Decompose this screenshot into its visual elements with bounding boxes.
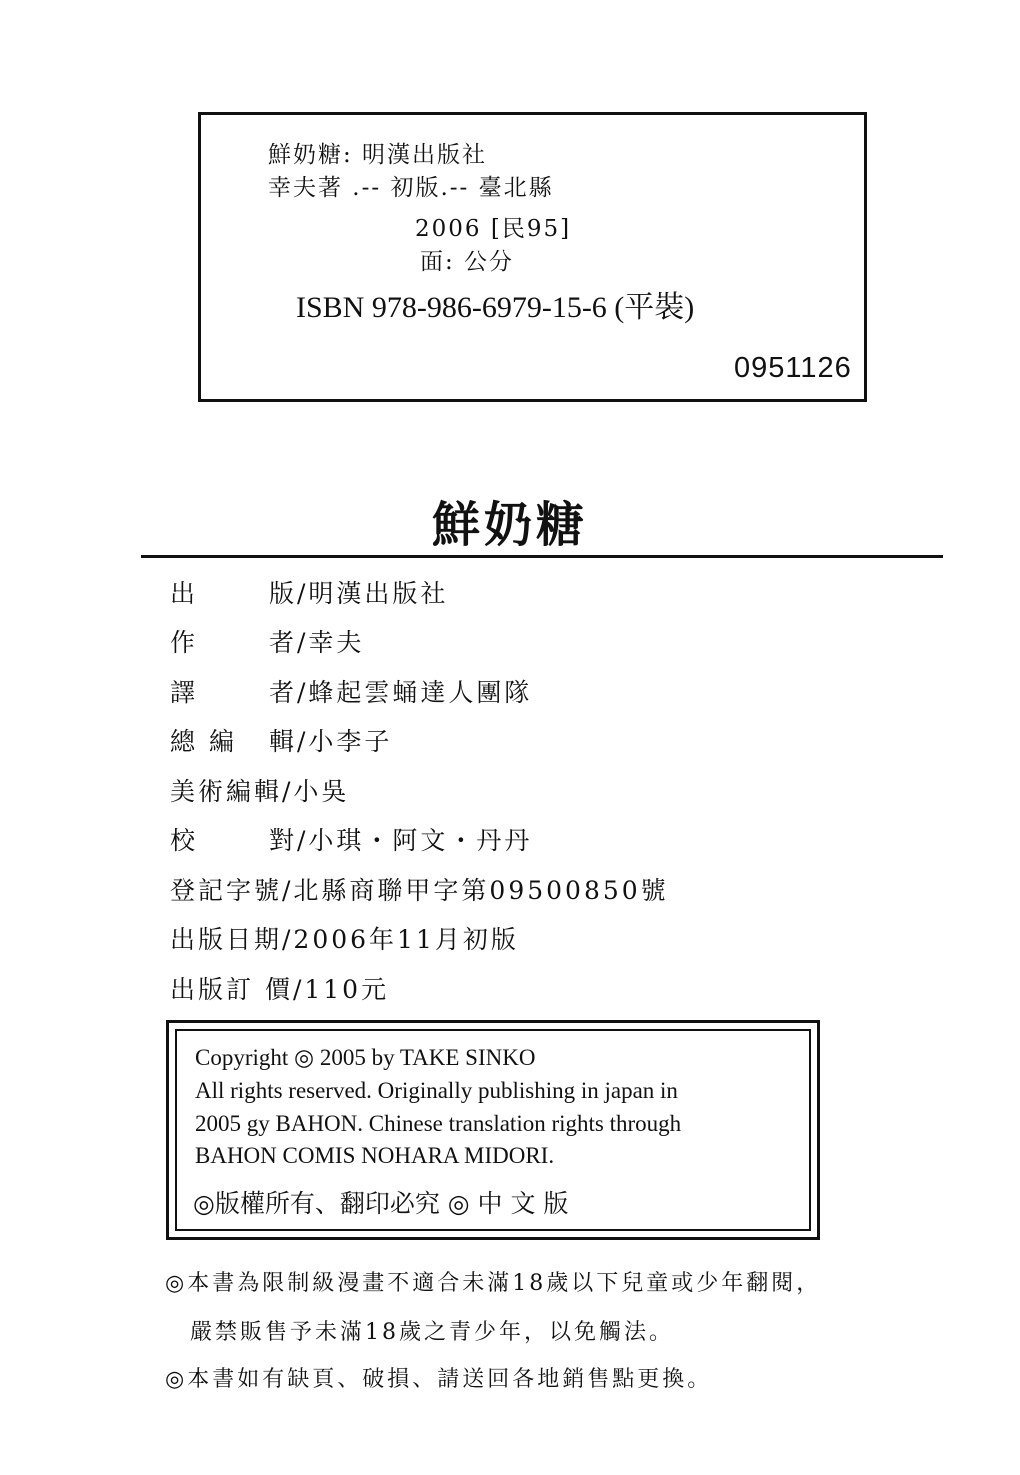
title-rule (141, 555, 943, 558)
copyright-line-4: BAHON COMIS NOHARA MIDORI. (195, 1143, 555, 1168)
copyright-line-2: All rights reserved. Originally publishing in japan in (195, 1078, 678, 1103)
credit-label: 登記字號/北縣商聯甲字第09500850號 (170, 876, 669, 905)
cip-line-1: 鮮奶糖: 明漢出版社 (268, 142, 488, 168)
credit-author (170, 623, 364, 663)
credit-value: 者/幸夫 (269, 628, 365, 657)
credit-label: 美術編輯/小吳 (170, 777, 350, 806)
copyright-line-1: Copyright ◎ 2005 by TAKE SINKO (195, 1045, 536, 1070)
credit-label: 作 (170, 628, 199, 657)
credit-price (170, 970, 389, 1010)
copyright-box-inner (175, 1029, 811, 1231)
cip-line-4: 面: 公分 (420, 249, 515, 275)
notice-defect: ◎本書如有缺頁、破損、請送回各地銷售點更換。 (165, 1367, 713, 1392)
credit-publish-date (170, 920, 519, 960)
copyright-line-5: ◎版權所有、翻印必究 ◎ 中 文 版 (193, 1189, 569, 1218)
copyright-line-3: 2005 gy BAHON. Chinese translation rights through (195, 1111, 682, 1136)
notice-restricted: ◎本書為限制級漫畫不適合未滿18歲以下兒童或少年翻閱， (165, 1271, 822, 1296)
credit-translator (170, 673, 532, 713)
credit-publisher (170, 574, 448, 614)
cip-isbn: ISBN 978-986-6979-15-6 (平裝) (296, 291, 695, 324)
credit-value: 對/小琪・阿文・丹丹 (269, 826, 533, 855)
credit-registration (170, 871, 669, 911)
book-title: 鮮奶糖 (431, 497, 588, 553)
credit-value: 輯/小李子 (269, 727, 393, 756)
credit-art-editor (170, 772, 349, 812)
cip-line-2: 幸夫著 .-- 初版.-- 臺北縣 (268, 175, 554, 201)
cip-line-3: 2006 [民95] (415, 216, 572, 242)
copyright-box (166, 1020, 820, 1240)
credit-proofreader (170, 821, 532, 861)
credit-label: 出版日期/2006年11月初版 (170, 925, 519, 954)
credit-label: 總 編 (170, 727, 237, 756)
credit-value: 版/明漢出版社 (269, 579, 449, 608)
notice-restricted-cont: 嚴禁販售予未滿18歲之青少年，以免觸法。 (190, 1320, 674, 1345)
credit-value: 者/蜂起雲蛹達人團隊 (269, 678, 533, 707)
credit-chief-editor (170, 722, 392, 762)
credit-label: 譯 (170, 678, 199, 707)
credit-label: 出 (170, 579, 199, 608)
credit-label: 校 (170, 826, 199, 855)
credit-label: 出版訂 價/110元 (170, 975, 390, 1004)
cip-code: 0951126 (734, 352, 852, 384)
